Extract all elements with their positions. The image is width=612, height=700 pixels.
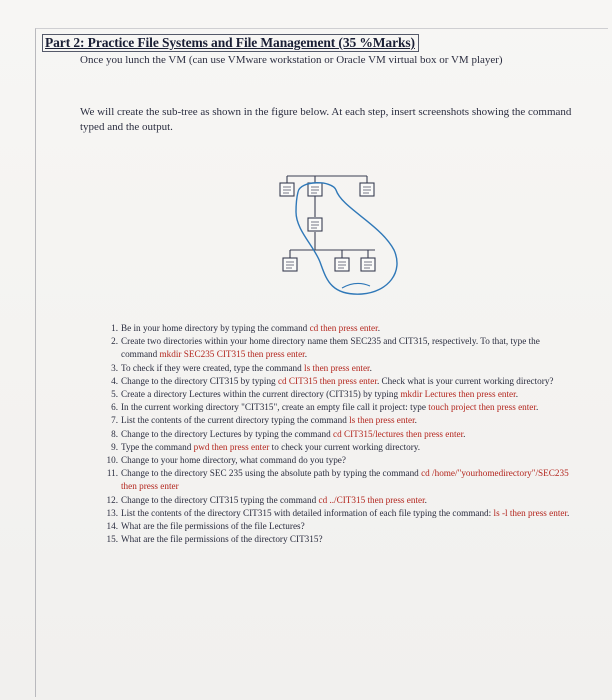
step-command: cd /home/"yourhomedirectory"/SEC235 then press enter: [121, 468, 569, 492]
step-text: What are the file permissions of the file Lectures?: [121, 521, 305, 532]
step-item: [100, 401, 570, 414]
step-text: Change to your home directory, what command do you type?: [121, 455, 346, 466]
step-item: [100, 335, 570, 361]
step-command: touch project then press enter: [428, 402, 536, 413]
step-item: [100, 454, 570, 467]
step-text: Create two directories within your home directory name them SEC235 and CIT315, respectively. To that, type the command: [121, 336, 540, 360]
step-text: to check your current working directory.: [269, 441, 421, 452]
step-text: .: [414, 415, 417, 426]
step-item: [100, 441, 570, 454]
step-item: [100, 322, 570, 335]
step-number: 14.: [106, 521, 118, 532]
step-text: Change to the directory Lectures by typing the command: [121, 428, 334, 439]
step-text: .: [304, 349, 308, 360]
step-text: Change to the directory CIT315 by typing: [121, 375, 278, 386]
step-text: .: [515, 389, 518, 400]
step-item: [100, 494, 570, 507]
step-text: Create a directory Lectures within the current directory (CIT315) by typing: [121, 389, 401, 400]
step-number: 2.: [111, 336, 118, 347]
step-text: Change to the directory CIT315 typing the command: [121, 494, 319, 505]
step-command: ls -l then press enter: [493, 507, 567, 518]
step-text: Change to the directory SEC 235 using the absolute path by typing the command: [121, 468, 422, 479]
step-number: 8.: [111, 428, 118, 439]
step-text: To check if they were created, type the command: [121, 362, 305, 373]
step-number: 15.: [106, 534, 118, 545]
step-command: mkdir Lectures then press enter: [400, 389, 516, 400]
folder-icon: [361, 258, 375, 271]
step-command: ls then press enter: [304, 362, 370, 373]
step-text: .: [377, 323, 380, 333]
step-text: .: [567, 507, 570, 518]
step-number: 4.: [111, 375, 118, 386]
directory-tree-diagram: [270, 150, 410, 310]
step-number: 10.: [106, 455, 118, 466]
step-text: Be in your home directory by typing the command: [121, 323, 310, 333]
step-command: mkdir SEC235 CIT315 then press enter: [159, 349, 305, 360]
step-command: cd: [309, 323, 319, 333]
step-text: What are the file permissions of the directory CIT315?: [121, 534, 323, 545]
section-heading: Part 2: Practice File Systems and File Management (35 %Marks): [42, 34, 419, 52]
step-text: .: [369, 362, 372, 373]
step-number: 3.: [111, 362, 118, 373]
step-text: . Check what is your current working directory?: [376, 375, 554, 386]
step-text: .: [535, 402, 539, 413]
step-item: [100, 533, 570, 546]
folder-icon: [335, 258, 349, 271]
step-number: 6.: [111, 402, 118, 413]
step-item: [100, 428, 570, 441]
step-item: [100, 388, 570, 401]
steps-list: [100, 322, 570, 546]
step-item: [100, 507, 570, 520]
step-command: cd ../CIT315 then press enter: [318, 494, 425, 505]
step-item: [100, 375, 570, 388]
step-item: [100, 414, 570, 427]
step-command: ls then press enter: [349, 415, 415, 426]
step-text: Type the command: [121, 441, 194, 452]
step-text: List the contents of the current directory typing the command: [121, 415, 350, 426]
step-text: List the contents of the directory CIT315 with detailed information of each file typing the command:: [121, 507, 494, 518]
step-item: [100, 362, 570, 375]
step-number: 5.: [111, 389, 118, 400]
step-item: [100, 520, 570, 533]
step-number: 12.: [106, 494, 118, 505]
step-command: pwd then press enter: [193, 441, 270, 452]
highlight-circle: [296, 183, 397, 294]
step-number: 13.: [106, 507, 118, 518]
intro-paragraph: Once you lunch the VM (can use VMware workstation or Oracle VM virtual box or VM player): [80, 54, 503, 66]
step-item: [100, 467, 570, 493]
step-text: .: [424, 494, 427, 505]
folder-icon: [308, 183, 322, 196]
instruction-paragraph: We will create the sub-tree as shown in the figure below. At each step, insert screenshots showing the command typed and the output.: [80, 106, 572, 133]
step-text: In the current working directory "CIT315", create an empty file call it project: type: [121, 402, 429, 413]
step-number: 7.: [111, 415, 118, 426]
folder-icon: [283, 258, 297, 271]
step-number: 11.: [106, 468, 118, 479]
folder-icon: [280, 183, 294, 196]
step-command: cd CIT315 then press enter: [277, 375, 377, 386]
step-command: then press enter: [318, 323, 378, 333]
step-number: 1.: [111, 323, 118, 333]
step-number: 9.: [111, 441, 118, 452]
step-command: cd CIT315/lectures then press enter: [333, 428, 464, 439]
folder-icon: [308, 218, 322, 231]
highlight-stroke: [342, 283, 370, 288]
step-text: .: [463, 428, 466, 439]
folder-icon: [360, 183, 374, 196]
